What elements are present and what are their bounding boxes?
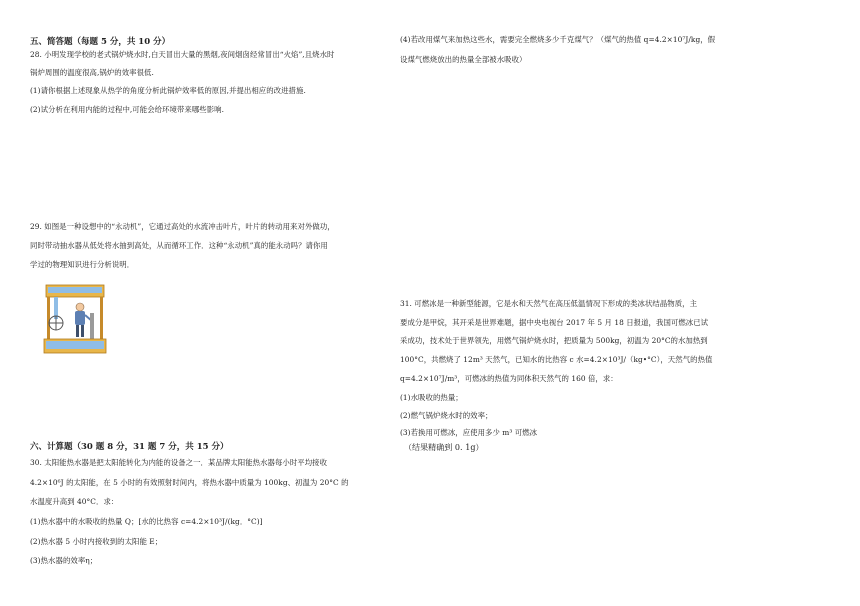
q30-line3: 水温度升高到 40°C．求： <box>30 497 119 506</box>
q29-line1: 29. 如图是一种设想中的“永动机”，它通过高处的水流冲击叶片，叶片的转动用来对外做功， <box>30 222 335 231</box>
q30-line2: 4.2×10⁶J 的太阳能，在 5 小时的有效照射时间内，将热水器中质量为 100kg、初温为 20°C 的 <box>30 478 349 487</box>
perpetual-motion-machine-illustration <box>42 283 108 355</box>
pump-pipe <box>90 313 94 339</box>
q30-sub2: (2)热水器 5 小时内接收到的太阳能 E； <box>30 537 163 546</box>
q30-sub1: (1)热水器中的水吸收的热量 Q；[水的比热容 c=4.2×10³J/(kg．°C)] <box>30 517 263 526</box>
q28-sub2: (2)试分析在利用内能的过程中,可能会给环境带来哪些影响. <box>30 105 224 114</box>
q30-sub3: (3)热水器的效率η； <box>30 556 98 565</box>
q30-sub4-line2: 设煤气燃烧放出的热量全部被水吸收） <box>400 55 527 64</box>
q28-line2: 锅炉周围的温度很高,锅炉的效率很低. <box>30 68 154 77</box>
person-head <box>76 303 84 311</box>
lower-water <box>46 341 104 349</box>
q31-line5: q=4.2×10⁷J/m³，可燃冰的热值为同体积天然气的 160 倍，求： <box>400 374 618 383</box>
person-leg-left <box>76 325 79 337</box>
q31-sub3: (3)若换用可燃冰，应使用多少 m³ 可燃冰 <box>400 428 538 437</box>
q30-sub4-line1: (4)若改用煤气来加热这些水，需要完全燃烧多少千克煤气？（煤气的热值 q=4.2×10⁷J/kg，假 <box>400 35 716 44</box>
q31-line4: 100°C，共燃烧了 12m³ 天然气，已知水的比热容 c 水=4.2×10³J/（kg•°C），天然气的热值 <box>400 355 713 364</box>
q31-line1: 31. 可燃冰是一种新型能源，它是水和天然气在高压低温情况下形成的类冰状结晶物质，主 <box>400 299 698 308</box>
person-body <box>75 311 85 325</box>
q29-line2: 同时带动抽水器从低处将水抽到高处，从而循环工作．这种“永动机”真的能永动吗？请你用 <box>30 241 328 250</box>
frame-right-post <box>100 297 103 341</box>
q31-line3: 采成功，技术处于世界领先，用燃气锅炉烧水时，把质量为 500kg，初温为 20°C的水加热到 <box>400 336 708 345</box>
q30-line1: 30. 太阳能热水器是把太阳能转化为内能的设备之一．某品牌太阳能热水器每小时平均接收 <box>30 458 328 467</box>
q31-sub2: (2)燃气锅炉烧水时的效率； <box>400 411 493 420</box>
q31-precision-note: （结果精确到 0. 1g） <box>404 443 484 452</box>
upper-water <box>48 287 102 293</box>
q29-line3: 学过的物理知识进行分析说明． <box>30 260 135 269</box>
q28-sub1: (1)请你根据上述现象从热学的角度分析此锅炉效率低的原因,并提出相应的改进措施. <box>30 86 306 95</box>
q31-line2: 要成分是甲烷，其开采是世界难题，据中央电视台 2017 年 5 月 18 日报道，我国可燃冰已试 <box>400 318 709 327</box>
section-6-heading: 六、计算题（30 题 8 分，31 题 7 分，共 15 分） <box>30 442 229 452</box>
frame-left-post <box>47 297 50 341</box>
q28-line1: 28. 小明发现学校的老式锅炉烧水时,白天冒出大量的黑烟,夜间烟囱经常冒出“火焰”,且烧水时 <box>30 50 335 59</box>
person-leg-right <box>81 325 84 337</box>
q31-sub1: (1)水吸收的热量； <box>400 393 463 402</box>
section-5-heading: 五、简答题（每题 5 分，共 10 分） <box>30 37 171 47</box>
